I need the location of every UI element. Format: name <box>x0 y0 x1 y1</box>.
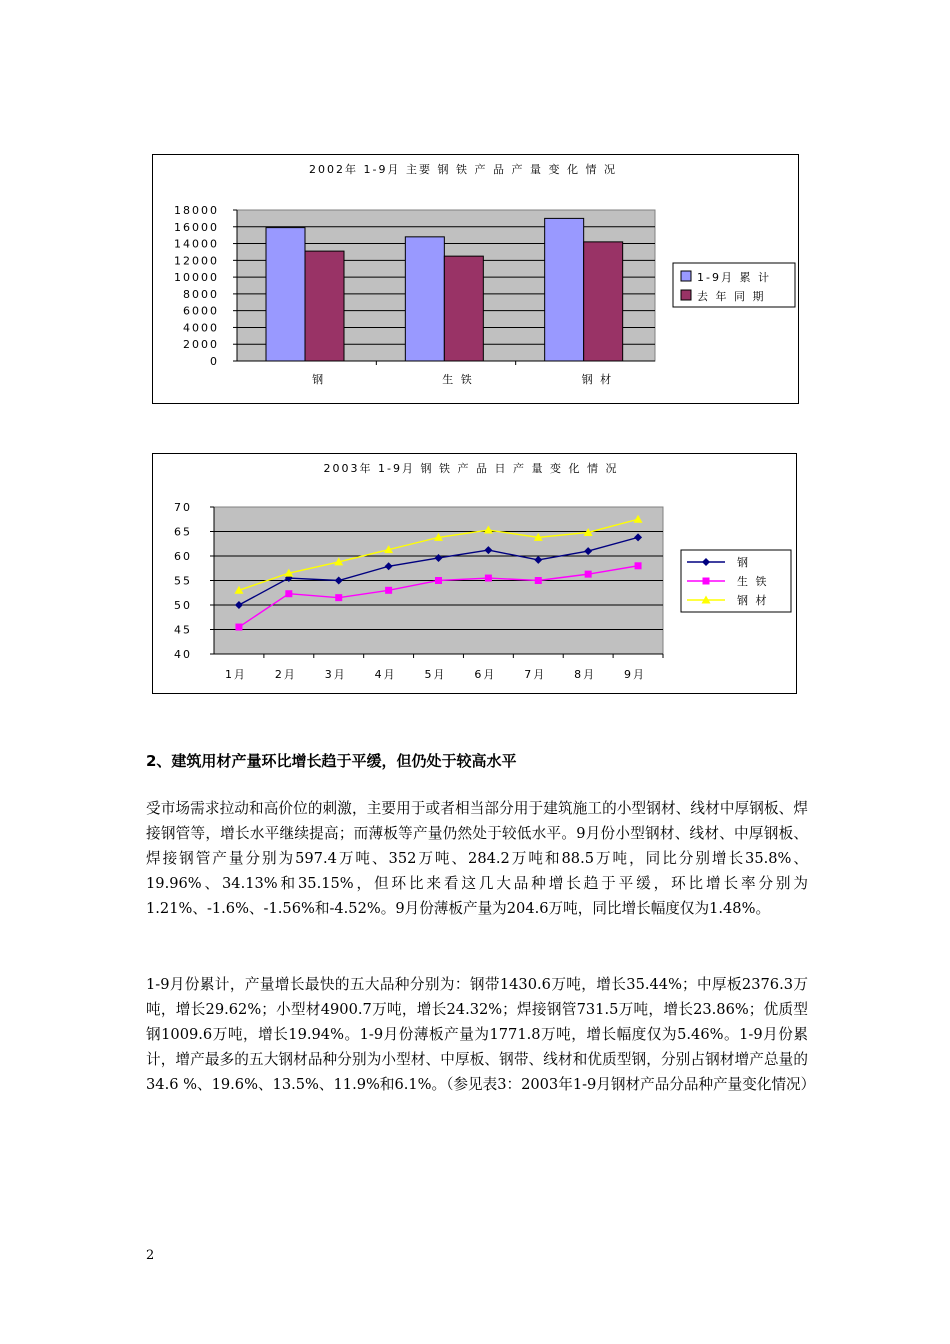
y-tick-label: 50 <box>174 599 192 612</box>
x-tick-label: 钢 <box>312 373 326 386</box>
point-square <box>535 577 542 584</box>
bar-last-year <box>305 251 344 361</box>
chart-title: 2003年 1-9月 钢 铁 产 品 日 产 量 变 化 情 况 <box>323 462 619 475</box>
legend-label: 钢 材 <box>737 594 769 607</box>
paragraph: 受市场需求拉动和高价位的刺激，主要用于或者相当部分用于建筑施工的小型钢材、线材中厚钢板、焊接钢管等，增长水平继续提高；而薄板等产量仍然处于较低水平。9月份小型钢材、线材、中厚钢板、焊接钢管产量分别为597.4万吨、352万吨、284.2万吨和88.5万吨，同比分别增长35.8%、19.96%、34.13%和35.15%，但环比来看这几大品种增长趋于平缓，环比增长率分别为1.21%、-1.6%、-1.56%和-4.52%。9月份薄板产量为204.6万吨，同比增长幅度仅为1.48%。 <box>146 800 808 917</box>
bar-last-year <box>584 242 623 361</box>
point-square <box>285 590 292 597</box>
x-tick-label: 1月 <box>224 668 247 681</box>
line-chart-svg <box>153 454 798 695</box>
legend-marker-square <box>703 578 710 585</box>
legend-label: 1-9月 累 计 <box>697 271 771 284</box>
bar-cumulative <box>266 228 305 361</box>
y-tick-label: 2000 <box>183 338 219 352</box>
x-tick-label: 5月 <box>424 668 447 681</box>
y-tick-label: 6000 <box>183 304 219 318</box>
x-tick-label: 4月 <box>374 668 397 681</box>
legend-label: 去 年 同 期 <box>697 290 766 303</box>
legend-label: 钢 <box>737 556 750 569</box>
section-heading: 2、建筑用材产量环比增长趋于平缓，但仍处于较高水平 <box>146 752 517 770</box>
line-chart <box>152 453 797 694</box>
point-square <box>385 587 392 594</box>
point-square <box>635 562 642 569</box>
y-tick-label: 16000 <box>174 220 219 234</box>
y-tick-label: 18000 <box>174 204 219 217</box>
y-tick-label: 10000 <box>174 271 219 285</box>
y-tick-label: 0 <box>210 355 219 368</box>
legend-swatch <box>681 290 691 300</box>
bar-last-year <box>444 256 483 361</box>
y-tick-label: 45 <box>174 623 192 637</box>
x-tick-label: 钢 材 <box>581 373 614 386</box>
x-tick-label: 6月 <box>474 668 497 681</box>
paragraph: 1-9月份累计，产量增长最快的五大品种分别为：钢带1430.6万吨，增长35.44%；中厚板2376.3万吨，增长29.62%；小型材4900.7万吨，增长24.32%；焊接钢管731.5万吨，增长23.86%；优质型钢1009.6万吨，增长19.94%。1-9月份薄板产量为1771.8万吨，增长幅度仅为5.46%。1-9月份累计，增产最多的五大钢材品种分别为小型材、中厚板、钢带、线材和优质型钢，分别占钢材增产总量的34.6 %、19.6%、13.5%、11.9%和6.1%。（参见表3：2003年1-9月钢材产品分品种产量变化情况） <box>146 976 816 1093</box>
x-tick-label: 3月 <box>324 668 347 681</box>
x-tick-label: 8月 <box>574 668 597 681</box>
y-tick-label: 70 <box>174 501 192 514</box>
point-square <box>435 577 442 584</box>
page-number: 2 <box>146 1248 155 1263</box>
legend-label: 生 铁 <box>737 575 769 588</box>
point-square <box>235 624 242 631</box>
x-tick-label: 9月 <box>624 668 647 681</box>
legend-swatch <box>681 271 691 281</box>
y-tick-label: 12000 <box>174 254 219 268</box>
y-tick-label: 4000 <box>183 321 219 335</box>
x-tick-label: 7月 <box>524 668 547 681</box>
bar-chart-svg <box>153 155 800 405</box>
bar-cumulative <box>545 218 584 361</box>
y-tick-label: 55 <box>174 574 192 588</box>
chart-title: 2002年 1-9月 主要 钢 铁 产 品 产 量 变 化 情 况 <box>309 163 617 176</box>
x-tick-label: 生 铁 <box>442 373 474 386</box>
y-tick-label: 60 <box>174 550 192 563</box>
y-tick-label: 14000 <box>174 237 219 251</box>
y-tick-label: 8000 <box>183 287 219 301</box>
y-tick-label: 40 <box>174 648 192 661</box>
bar-chart <box>152 154 799 404</box>
point-square <box>335 594 342 601</box>
y-tick-label: 65 <box>174 525 192 539</box>
point-square <box>485 575 492 582</box>
bar-cumulative <box>405 237 444 361</box>
x-tick-label: 2月 <box>274 668 297 681</box>
point-square <box>585 571 592 578</box>
